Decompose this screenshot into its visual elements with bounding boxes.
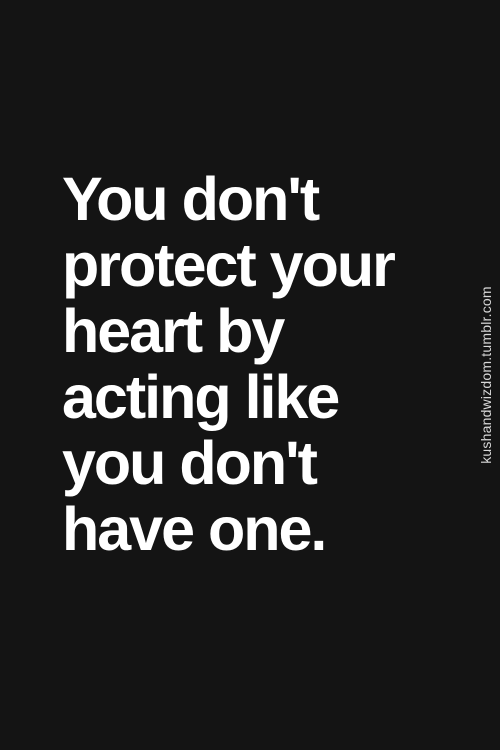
quote-line: You don't [62,165,319,233]
quote-line: acting like [62,363,339,431]
quote-line: you don't [62,429,316,497]
quote-line: protect your [62,231,394,299]
quote-text [62,166,462,562]
quote-line: heart by [62,297,284,365]
quote-line: have one. [62,495,326,563]
watermark-url: kushandwizdom.tumblr.com [478,286,494,464]
